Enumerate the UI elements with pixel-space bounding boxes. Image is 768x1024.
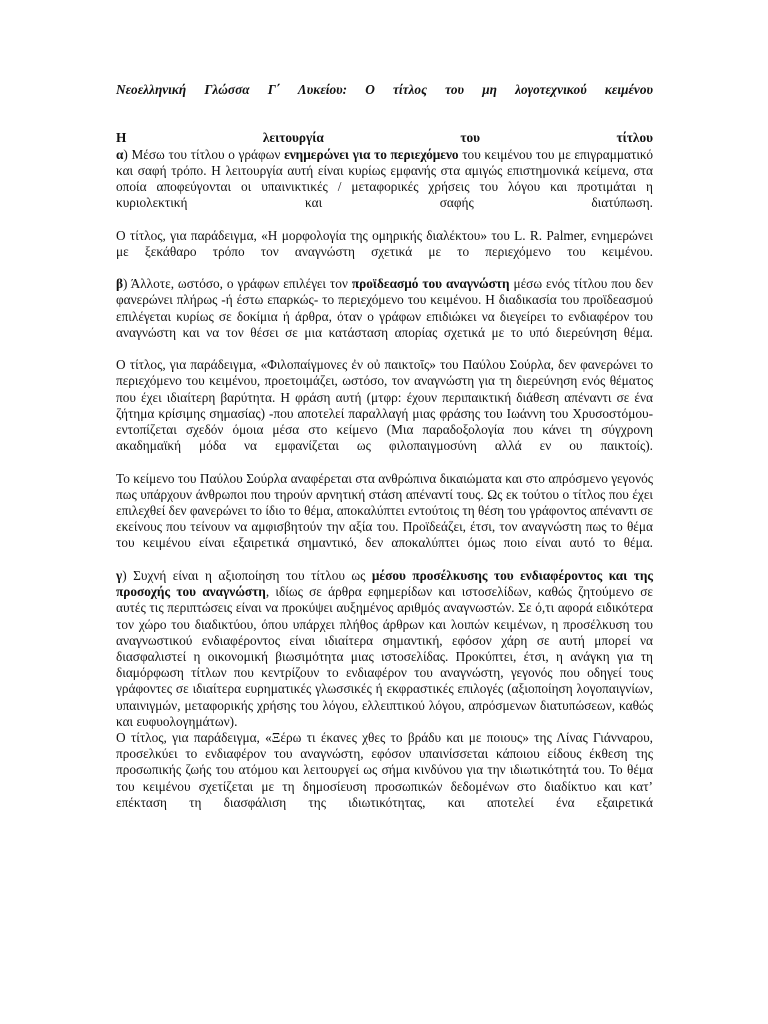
document-title: Νεοελληνική Γλώσσα Γ΄ Λυκείου: Ο τίτλος του μη λογοτεχνικού κειμένου [116,82,653,97]
paragraph-text: του κειμένου του με επιγραμματικό και σαφή τρόπο. Η λειτουργία αυτή είναι κυρίως εμφανής στα αμιγώς επιστημονικά κείμενα, στα οποία αποφεύγονται οι υπαινικτικές / μεταφορικές χρήσεις του λόγου και προτιμάται η κυριολεκτική και σαφής διατύπωση. [116,146,653,211]
paragraph-text: ) Μέσω του τίτλου ο γράφων [123,146,285,162]
heading-word: Η [116,130,127,146]
key-phrase: μέσου προσέλκυσης του ενδιαφέροντος και της προσοχής του αναγνώστη [116,567,653,600]
document-page [116,82,653,827]
heading-word: λειτουργία [262,130,324,146]
key-phrase: ενημερώνει για το περιεχόμενο [284,146,459,162]
section-heading [116,130,653,146]
paragraph-b-text: Το κείμενο του Παύλου Σούρλα αναφέρεται στα ανθρώπινα δικαιώματα και στο απρόσμενο γεγονός πως υπάρχουν άνθρωποι που τηρούν αρνητική στάση απέναντί τους. Ως εκ τούτου ο τίτλος που έχει επιλεχθεί δεν φανερώνει το ίδιο το θέμα, αποκαλύπτει εντούτοις τη θέση του γράφοντος απέναντι σε εκείνους που τείνουν να αμφισβητούν την αξία του. Προϊδεάζει, έτσι, τον αναγνώστη πως το θέμα του κειμένου είναι εξαιρετικά σημαντικό, δεν αποκαλύπτει όμως ποιο είναι αυτό το θέμα. [116,470,653,551]
paragraph-b-example: Ο τίτλος, για παράδειγμα, «Φιλοπαίγμονες ἐν οὐ παικτοῖς» του Παύλου Σούρλα, δεν φανερώνει το περιεχόμενο του κειμένου, προετοιμάζει, ωστόσο, τον αναγνώστη για τη διερεύνηση ενός θέματος που έχει ιδιαίτερη βαρύτητα. Η φράση αυτή (μτφρ: έχουν περιπαικτική διάθεση απέναντι σε ένα ζήτημα κρίσιμης σημασίας) -που αποτελεί παραλλαγή μιας φράσης του Ιωάννη του Χρυσοστόμου- εντοπίζεται σχεδόν όμοια μέσα στο κείμενο (Μια παραδοξολογία που κάνει τη σύγχρονη ακαδημαϊκή μόδα να εμφανίζεται ως φιλοπαιγμοσύνη αλλά εν ου παικτοίς). [116,357,653,454]
point-letter: β [116,276,124,292]
paragraph-c-example: Ο τίτλος, για παράδειγμα, «Ξέρω τι έκανες χθες το βράδυ και με ποιους» της Λίνας Γιάνναρου, προσελκύει το ενδιαφέρον του αναγνώστη, εφόσον υπαινίσσεται κάποιου είδους έκθεση της προσωπικής ζωής του ατόμου και λειτουργεί ως σήμα κινδύνου για την ιδιωτικότητά του. Το θέμα του κειμένου σχετίζεται με τη δημοσίευση προσωπικών δεδομένων στο διαδίκτυο και κατ’ επέκταση τη διασφάλιση της ιδιωτικότητας, και αποτελεί ένα εξαιρετικά [116,729,653,810]
point-letter: α [116,146,124,162]
heading-word: του [460,130,480,146]
heading-word: τίτλου [616,130,653,146]
paragraph-text: ) Συχνή είναι η αξιοποίηση του τίτλου ως [122,567,372,583]
paragraph-text: , ιδίως σε άρθρα εφημερίδων και ιστοσελίδων, καθώς ζητούμενο σε αυτές τις περιπτώσεις είναι να προκύψει αυξημένος αριθμός αναγνωστών. Σε ό,τι αφορά ειδικότερα τον χώρο του διαδικτύου, όπου υπάρχει πλήθος άρθρων και λοιπών κειμένων, η προσέλκυση του αναγνωστικού ενδιαφέροντος είναι ιδιαίτερα σημαντική, εφόσον χάρη σε αυτή μπορεί να διασφαλιστεί η οικονομική βιωσιμότητα μιας ιστοσελίδας. Προκύπτει, έτσι, η ανάγκη για τη διαμόρφωση τίτλων που κεντρίζουν το ενδιαφέρον του αναγνώστη, γεγονός που οδηγεί τους γράφοντες σε ιδιαίτερα ευρηματικές γλωσσικές ή εκφραστικές επιλογές (αξιοποίηση λογοπαιγνίων, υπαινιγμών, μεταφορικής χρήσης του λόγου, ελλειπτικού λόγου, απρόσμενων διατυπώσεων, καθώς και ευφυολογημάτων). [116,584,653,729]
paragraph-text: ) Άλλοτε, ωστόσο, ο γράφων επιλέγει τον [123,276,352,292]
paragraph-a [116,147,653,228]
paragraph-c [116,568,653,730]
key-phrase: προϊδεασμό του αναγνώστη [351,276,510,292]
paragraph-a-example: Ο τίτλος, για παράδειγμα, «Η μορφολογία της ομηρικής διαλέκτου» του L. R. Palmer, ενημερώνει με ξεκάθαρο τρόπο τον αναγνώστη σχετικά με το περιεχόμενο του κειμένου. [116,227,653,259]
paragraph-text: μέσω ενός τίτλου που δεν φανερώνει πλήρως -ή έστω επαρκώς- το περιεχόμενο του κειμένου. Η διαδικασία του προϊδεασμού επιλέγεται κυρίως σε δοκίμια ή άρθρα, όταν ο γράφων επιδιώκει να διεγείρει το ενδιαφέρον του αναγνώστη και να τον θέσει σε μια κατάσταση απορίας σχετικά με το υπό διερεύνηση θέμα. [116,276,654,340]
point-letter: γ [116,567,123,583]
paragraph-b [116,276,653,357]
